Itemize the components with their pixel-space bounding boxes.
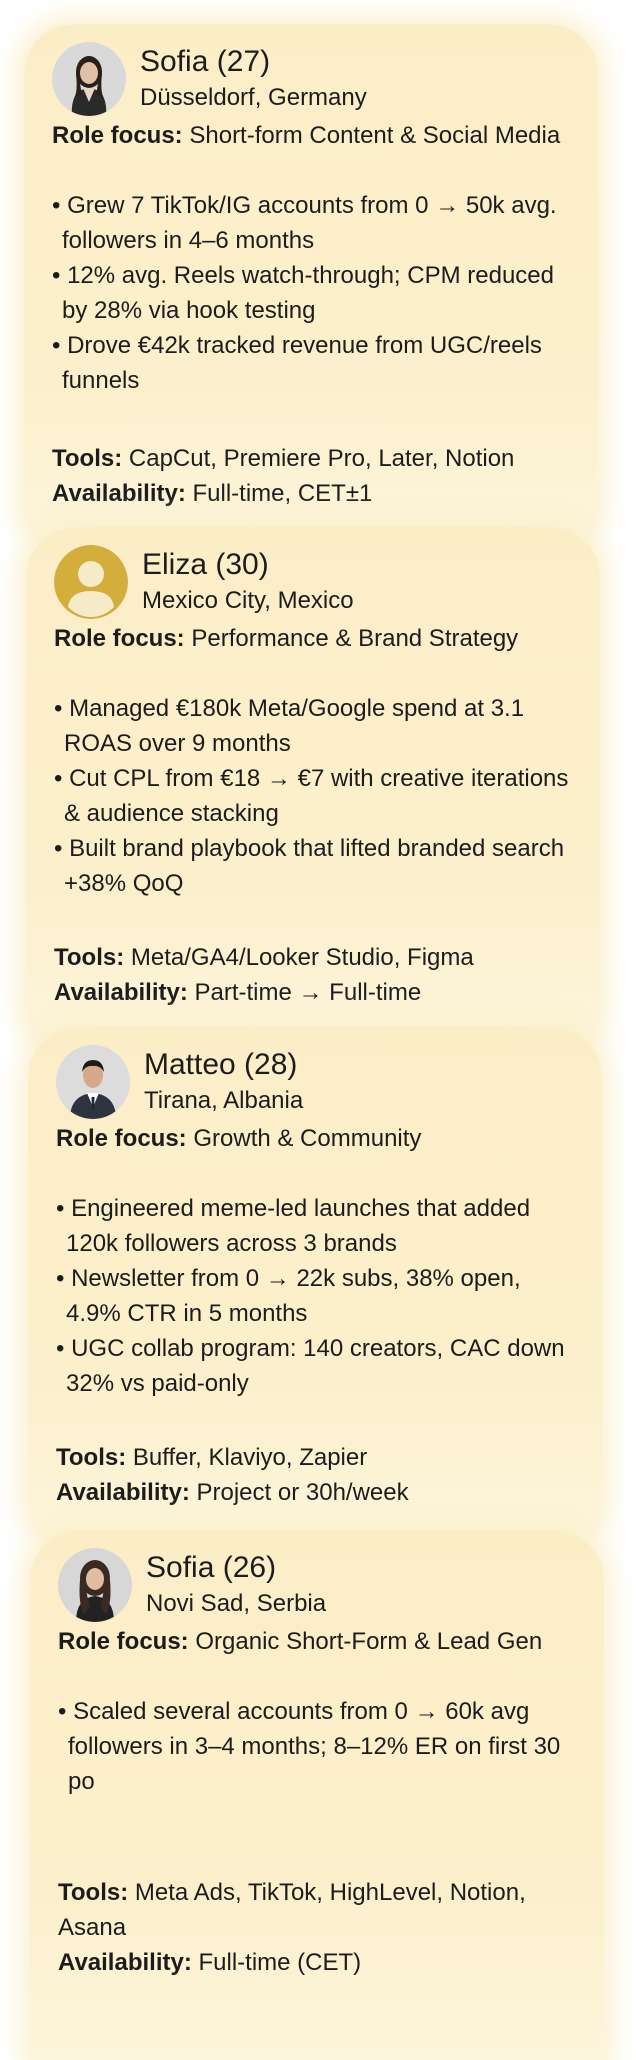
tools-value: CapCut, Premiere Pro, Later, Notion <box>128 445 515 472</box>
role-focus-value: Performance & Brand Strategy <box>191 625 519 652</box>
role-focus-value: Growth & Community <box>193 1125 422 1152</box>
achievement-item: • Built brand playbook that lifted branded search +38% QoQ <box>54 835 565 897</box>
availability <box>56 1475 580 1510</box>
achievement-item: • Scaled several accounts from 0 → 60k avg followers in 3–4 months; 8–12% ER on first 30 po <box>58 1698 561 1795</box>
profile-card <box>30 1530 604 2060</box>
achievement-item: • Engineered meme-led launches that added 120k followers across 3 brands <box>56 1195 531 1257</box>
availability-label: Availability: <box>56 1479 190 1506</box>
role-focus-value: Short-form Content & Social Media <box>189 122 561 149</box>
achievement-item: • Grew 7 TikTok/IG accounts from 0 → 50k avg. followers in 4–6 months <box>52 192 557 254</box>
profile-location: Novi Sad, Serbia <box>146 1590 327 1617</box>
profile-card <box>26 527 600 1047</box>
availability-label: Availability: <box>52 480 186 507</box>
tools-value: Meta Ads, TikTok, HighLevel, Notion, Asana <box>58 1879 526 1941</box>
role-focus-label: Role focus: <box>58 1628 189 1655</box>
profile-card <box>24 24 598 544</box>
availability-value: Project or 30h/week <box>196 1479 409 1506</box>
tools <box>56 1440 580 1475</box>
role-focus <box>58 1624 576 1659</box>
availability-label: Availability: <box>58 1949 192 1976</box>
availability <box>54 975 578 1010</box>
achievement-item: • Newsletter from 0 → 22k subs, 38% open, 4.9% CTR in 5 months <box>56 1265 521 1327</box>
achievement-item: • Managed €180k Meta/Google spend at 3.1 ROAS over 9 months <box>54 695 525 757</box>
availability <box>52 476 576 511</box>
role-focus-value: Organic Short-Form & Lead Gen <box>195 1628 543 1655</box>
achievement-item: • Drove €42k tracked revenue from UGC/reels funnels <box>52 332 542 394</box>
tools-label: Tools: <box>54 944 125 971</box>
tools <box>52 441 576 476</box>
achievement-item: • 12% avg. Reels watch-through; CPM reduced by 28% via hook testing <box>52 262 554 324</box>
tools-label: Tools: <box>52 445 123 472</box>
tools <box>54 940 578 975</box>
availability <box>58 1945 582 1980</box>
achievements-list <box>56 1191 574 1401</box>
achievements-list <box>54 691 572 901</box>
role-focus <box>56 1121 574 1156</box>
profile-name: Sofia (27) <box>140 45 271 78</box>
profile-card <box>28 1027 602 1542</box>
profile-location: Düsseldorf, Germany <box>140 84 367 111</box>
profile-name: Matteo (28) <box>144 1048 298 1081</box>
role-focus-label: Role focus: <box>52 122 183 149</box>
availability-label: Availability: <box>54 979 188 1006</box>
achievement-item: • Cut CPL from €18 → €7 with creative iterations & audience stacking <box>54 765 569 827</box>
tools-value: Buffer, Klaviyo, Zapier <box>132 1444 368 1471</box>
avatar <box>52 42 126 116</box>
achievements-list <box>52 188 570 398</box>
role-focus <box>52 118 570 153</box>
achievements-list <box>58 1694 576 1799</box>
avatar <box>58 1548 132 1622</box>
role-focus-label: Role focus: <box>56 1125 187 1152</box>
availability-value: Part-time → Full-time <box>194 979 422 1006</box>
tools-value: Meta/GA4/Looker Studio, Figma <box>130 944 474 971</box>
role-focus-label: Role focus: <box>54 625 185 652</box>
availability-value: Full-time (CET) <box>198 1949 362 1976</box>
avatar <box>56 1045 130 1119</box>
availability-value: Full-time, CET±1 <box>192 480 373 507</box>
role-focus <box>54 621 572 656</box>
profile-location: Mexico City, Mexico <box>142 587 354 614</box>
profile-name: Sofia (26) <box>146 1551 277 1584</box>
achievement-item: • UGC collab program: 140 creators, CAC down 32% vs paid-only <box>56 1335 565 1397</box>
profile-name: Eliza (30) <box>142 548 269 581</box>
user-placeholder-icon <box>54 545 128 619</box>
tools-label: Tools: <box>58 1879 129 1906</box>
tools-label: Tools: <box>56 1444 127 1471</box>
tools <box>58 1875 582 1945</box>
profile-location: Tirana, Albania <box>144 1087 304 1114</box>
